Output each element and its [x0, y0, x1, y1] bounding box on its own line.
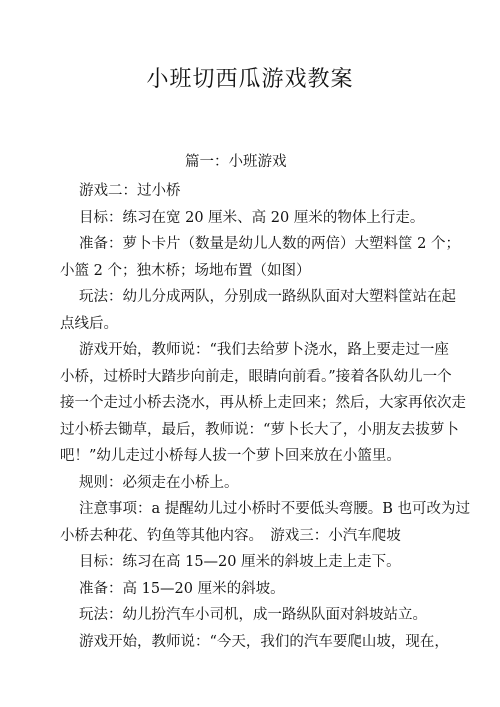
body-text: [0, 178, 500, 655]
text-line: 接一个走过小桥去浇水，再从桥上走回来；然后，大家再依次走: [60, 395, 466, 411]
text-line: 目标：练习在宽 20 厘米、高 20 厘米的物体上行走。: [79, 209, 425, 226]
text-line: 准备：萝卜卡片（数量是幼儿人数的两倍）大塑料筐 2 个；: [79, 236, 460, 252]
text-line: 注意事项：a 提醒幼儿过小桥时不要低头弯腰。B 也可改为过: [79, 501, 471, 517]
section-heading: 篇一：小班游戏: [185, 154, 287, 170]
text-line: 游戏开始，教师说：“我们去给萝卜浇水，路上要走过一座: [79, 342, 449, 358]
text-line: 玩法：幼儿扮汽车小司机，成一路纵队面对斜坡站立。: [79, 607, 427, 623]
text-line: 规则：必须走在小桥上。: [79, 474, 239, 491]
text-line: 游戏二：过小桥: [79, 183, 181, 199]
text-line: 玩法：幼儿分成两队，分别成一路纵队面对大塑料筐站在起: [79, 289, 456, 305]
text-line: 小篮 2 个；独木桥；场地布置（如图）: [60, 262, 311, 279]
text-line: 点线后。: [60, 315, 118, 332]
text-line: 准备：高 15—20 厘米的斜坡。: [79, 580, 285, 597]
text-line: 目标：练习在高 15—20 厘米的斜坡上走上走下。: [79, 554, 401, 570]
text-line: 吧！”幼儿走过小桥每人拔一个萝卜回来放在小篮里。: [60, 448, 401, 464]
document-title: 小班切西瓜游戏教案: [146, 67, 354, 92]
text-line: 游戏开始，教师说：“今天，我们的汽车要爬山坡，现在，: [79, 633, 449, 650]
text-line: 小桥，过桥时大踏步向前走，眼睛向前看。”接着各队幼儿一个: [60, 368, 452, 385]
text-line: 过小桥去锄草，最后，教师说：“萝卜长大了，小朋友去拔萝卜: [60, 421, 459, 438]
text-line: 小桥去种花、钓鱼等其他内容。 游戏三：小汽车爬坡: [60, 527, 401, 544]
